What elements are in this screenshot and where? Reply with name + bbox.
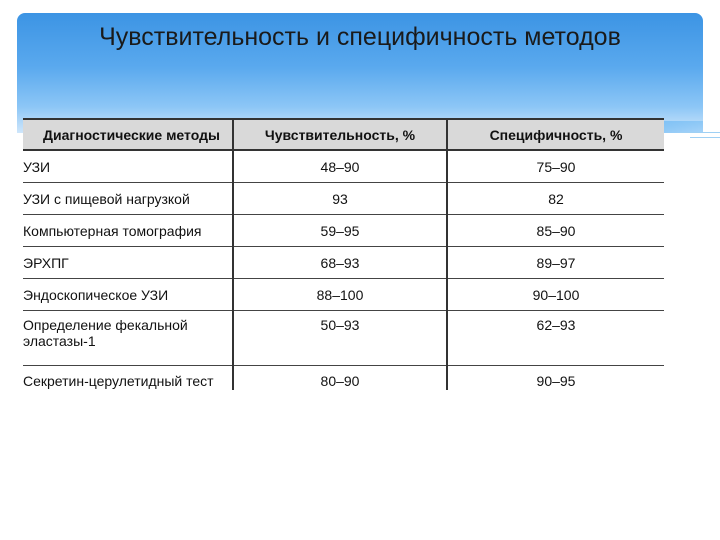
table-row xyxy=(23,150,664,183)
sensitivity-cell: 48–90 xyxy=(233,150,447,183)
methods-table-container xyxy=(23,118,664,390)
table-row xyxy=(23,311,664,366)
methods-table xyxy=(23,118,664,390)
sensitivity-cell: 59–95 xyxy=(233,215,447,247)
header-specificity: Специфичность, % xyxy=(447,119,664,150)
specificity-cell: 85–90 xyxy=(447,215,664,247)
table-row xyxy=(23,279,664,311)
table-row xyxy=(23,215,664,247)
method-cell: УЗИ xyxy=(23,150,233,183)
method-cell: ЭРХПГ xyxy=(23,247,233,279)
table-row xyxy=(23,366,664,391)
specificity-cell: 62–93 xyxy=(447,311,664,366)
method-cell: Компьютерная томография xyxy=(23,215,233,247)
table-header-row xyxy=(23,119,664,150)
specificity-cell: 75–90 xyxy=(447,150,664,183)
decorative-line xyxy=(680,132,720,133)
header-methods: Диагностические методы xyxy=(23,119,233,150)
decorative-line xyxy=(690,137,720,138)
table-row xyxy=(23,247,664,279)
slide-title: Чувствительность и специфичность методов xyxy=(99,23,621,51)
sensitivity-cell: 80–90 xyxy=(233,366,447,391)
method-cell: Определение фекальной эластазы-1 xyxy=(23,311,233,366)
specificity-cell: 82 xyxy=(447,183,664,215)
specificity-cell: 89–97 xyxy=(447,247,664,279)
specificity-cell: 90–95 xyxy=(447,366,664,391)
method-cell: Секретин-церулетидный тест xyxy=(23,373,214,389)
table-row xyxy=(23,183,664,215)
specificity-cell: 90–100 xyxy=(447,279,664,311)
sensitivity-cell: 68–93 xyxy=(233,247,447,279)
sensitivity-cell: 50–93 xyxy=(233,311,447,366)
header-sensitivity: Чувствительность, % xyxy=(233,119,447,150)
sensitivity-cell: 88–100 xyxy=(233,279,447,311)
sensitivity-cell: 93 xyxy=(233,183,447,215)
method-cell: Эндоскопическое УЗИ xyxy=(23,279,233,311)
method-cell: УЗИ с пищевой нагрузкой xyxy=(23,183,233,215)
